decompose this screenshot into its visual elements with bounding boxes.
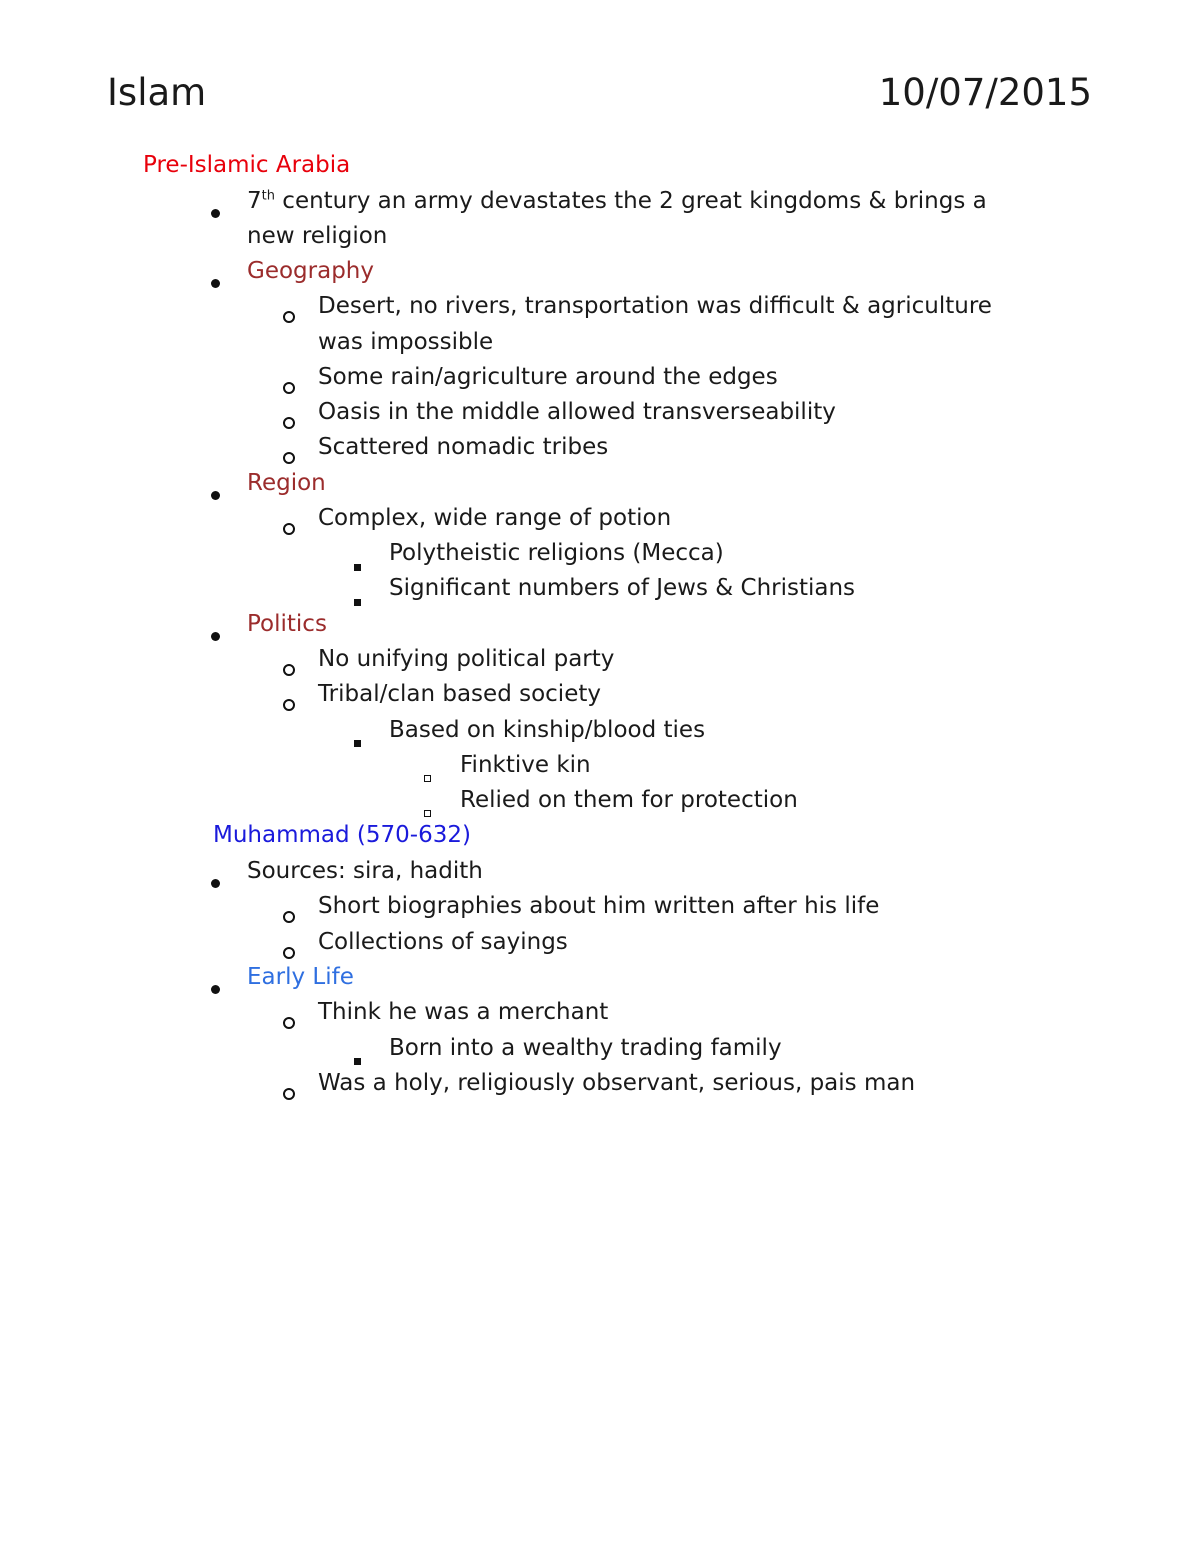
page-title: Islam [107,71,207,114]
subheading-politics: Politics [247,611,327,637]
list-item: Sources: sira, hadith [247,858,483,884]
list-item: Think he was a merchant [318,999,609,1025]
bullet-circle-icon [283,513,295,543]
page-date: 10/07/2015 [878,71,1092,114]
bullet-dot-icon [211,196,220,226]
bullet-circle-icon [283,654,295,684]
bullet-dot-icon [211,972,220,1002]
list-item-continued: was impossible [318,329,494,355]
list-item: Oasis in the middle allowed transverseability [318,399,836,425]
list-item: Some rain/agriculture around the edges [318,364,778,390]
list-item: Complex, wide range of potion [318,505,672,531]
bullet-dot-icon [211,866,220,896]
list-item: Born into a wealthy trading family [389,1035,782,1061]
bullet-circle-icon [283,301,295,331]
list-item: Based on kinship/blood ties [389,717,706,743]
section-heading-muhammad: Muhammad (570-632) [213,822,471,848]
bullet-circle-icon [283,689,295,719]
list-item: Short biographies about him written after his life [318,893,880,919]
bullet-circle-icon [283,1007,295,1037]
page-header [107,70,1092,120]
list-item: Collections of sayings [318,929,568,955]
list-item: Desert, no rivers, transportation was difficult & agriculture [318,293,992,319]
bullet-square-icon [354,725,361,755]
century-text: century an army devastates the 2 great kingdoms & brings a [274,188,987,214]
bullet-square-icon [354,584,361,614]
bullet-dot-icon [211,266,220,296]
bullet-dot-icon [211,478,220,508]
list-item: Tribal/clan based society [318,681,601,707]
bullet-dot-icon [211,619,220,649]
bullet-square-icon [354,549,361,579]
list-item: Was a holy, religiously observant, serious, pais man [318,1070,916,1096]
bullet-circle-icon [283,372,295,402]
list-item: Relied on them for protection [460,787,798,813]
subheading-region: Region [247,470,326,496]
bullet-circle-icon [283,407,295,437]
century-suffix: th [261,188,275,204]
list-item: Significant numbers of Jews & Christians [389,575,856,601]
list-item [247,186,987,216]
list-item: Scattered nomadic tribes [318,434,609,460]
subheading-early-life: Early Life [247,964,354,990]
century-number: 7 [247,188,262,214]
list-item: No unifying political party [318,646,615,672]
subheading-geography: Geography [247,258,374,284]
bullet-hollow-square-icon [424,760,431,790]
list-item-continued: new religion [247,223,388,249]
bullet-circle-icon [283,901,295,931]
section-heading-pre-islamic: Pre-Islamic Arabia [143,152,351,178]
bullet-circle-icon [283,1078,295,1108]
list-item: Polytheistic religions (Mecca) [389,540,724,566]
list-item: Finktive kin [460,752,591,778]
